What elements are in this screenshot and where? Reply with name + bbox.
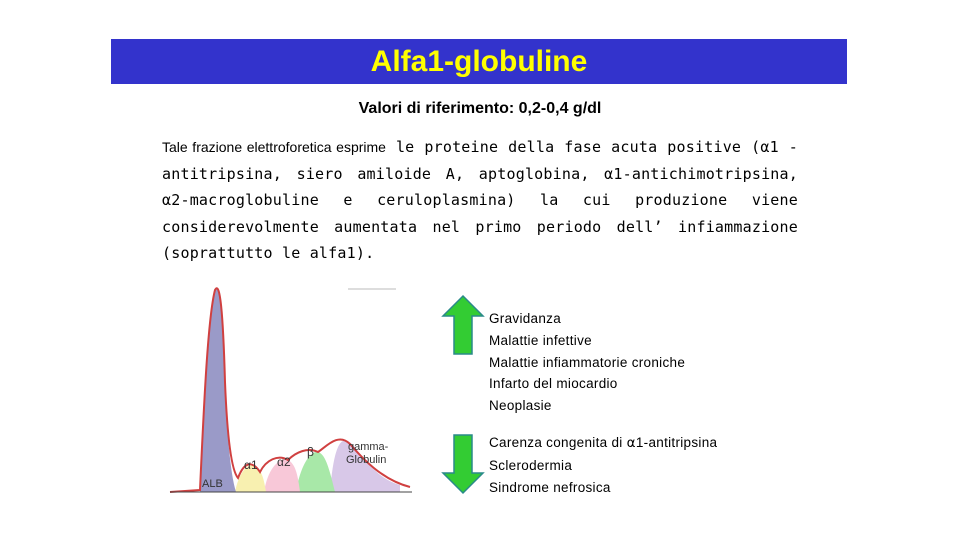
label-alb: ALB <box>202 478 223 490</box>
beta-region <box>296 452 335 492</box>
list-item: Gravidanza <box>489 311 562 326</box>
description-paragraph <box>162 134 798 267</box>
increase-list <box>489 308 685 417</box>
label-alpha1: α1 <box>244 458 258 472</box>
list-item: Neoplasie <box>489 398 552 414</box>
paragraph-lead: Tale frazione elettroforetica esprime <box>162 139 386 155</box>
item-suffix: 1-antitripsina <box>635 435 718 450</box>
label-beta: β <box>307 445 314 459</box>
list-item: Infarto del miocardio <box>489 376 618 392</box>
item-prefix: Carenza congenita di <box>489 435 627 450</box>
list-item: Sclerodermia <box>489 457 573 473</box>
paragraph-rest: le proteine della fase acuta positive (α1 -antitripsina, siero amiloide A, aptoglobina, α1-antichimotripsina, α2-macroglobuline e ceruloplasmina) la cui produzione viene considerevolmente aumentata nel primo periodo dell’ infiammazione (soprattutto le alfa1). <box>162 138 799 262</box>
list-item: Malattie infettive <box>489 332 592 348</box>
label-gamma-1: gamma- <box>348 441 389 453</box>
label-gamma-2: Globulin <box>346 454 387 466</box>
title-bar <box>111 39 847 84</box>
decrease-list <box>489 432 717 498</box>
reference-values: Valori di riferimento: 0,2-0,4 g/dl <box>358 100 602 117</box>
alpha-symbol: α <box>626 435 636 451</box>
electrophoresis-diagram <box>160 282 420 497</box>
arrow-down-icon <box>441 433 485 495</box>
slide-title: Alfa1-globuline <box>370 45 588 78</box>
label-alpha2: α2 <box>277 455 291 469</box>
list-item: Sindrome nefrosica <box>489 479 611 495</box>
list-item: Malattie infiammatorie croniche <box>489 354 686 370</box>
arrow-up-icon <box>441 294 485 356</box>
list-item <box>489 432 717 455</box>
